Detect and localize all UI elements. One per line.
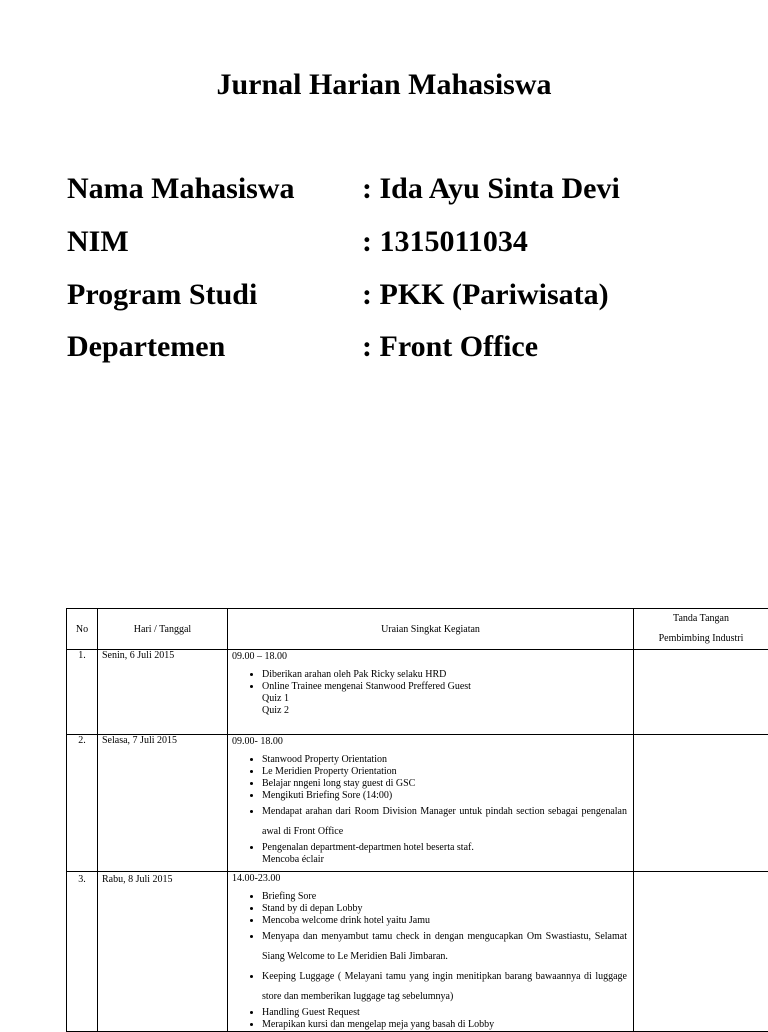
table-header-row (67, 609, 768, 650)
journal-table (66, 608, 768, 1032)
row-no: 1. (67, 650, 98, 735)
activity-list (232, 669, 627, 693)
table-row (67, 872, 768, 1032)
list-item: • Briefing Sore (262, 891, 627, 903)
table-row (67, 650, 768, 735)
list-item: • Le Meridien Property Orientation (262, 766, 627, 778)
signature-cell (634, 735, 768, 872)
header-signature-line2: Pembimbing Industri (659, 633, 744, 644)
info-value: : Front Office (362, 330, 538, 364)
list-item: • Keeping Luggage ( Melayani tamu yang ingin menitipkan barang bawaannya di luggage store dan memberikan luggage tag sebelumnya) (262, 967, 627, 1007)
row-activity (228, 650, 634, 735)
sub-item: Quiz 1 (232, 693, 627, 705)
info-label: Program Studi (67, 278, 257, 312)
header-activity: Uraian Singkat Kegiatan (228, 609, 634, 650)
sub-item: Mencoba éclair (232, 854, 627, 866)
header-no: No (67, 609, 98, 650)
info-value: : PKK (Pariwisata) (362, 278, 609, 312)
header-signature-line1: Tanda Tangan (673, 613, 729, 624)
row-day: Selasa, 7 Juli 2015 (98, 735, 228, 872)
header-day: Hari / Tanggal (98, 609, 228, 650)
sub-item: Quiz 2 (232, 705, 627, 717)
list-item: • Mengikuti Briefing Sore (14:00) (262, 790, 627, 802)
row-activity (228, 735, 634, 872)
info-label: Nama Mahasiswa (67, 172, 295, 206)
list-item: • Belajar nngeni long stay guest di GSC (262, 778, 627, 790)
row-time: 09.00- 18.00 (232, 736, 627, 748)
signature-cell (634, 872, 768, 1032)
list-item: • Online Trainee mengenai Stanwood Preffered Guest (262, 681, 627, 693)
activity-list (232, 754, 627, 854)
row-activity (228, 872, 634, 1032)
document-title: Jurnal Harian Mahasiswa (0, 68, 768, 102)
row-no: 3. (67, 872, 98, 1032)
signature-cell (634, 650, 768, 735)
row-time: 14.00-23.00 (232, 873, 627, 885)
row-day: Senin, 6 Juli 2015 (98, 650, 228, 735)
list-item: • Menyapa dan menyambut tamu check in dengan mengucapkan Om Swastiastu, Selamat Siang Welcome to Le Meridien Bali Jimbaran. (262, 927, 627, 967)
info-label: Departemen (67, 330, 225, 364)
activity-list (232, 891, 627, 1031)
list-item: • Mendapat arahan dari Room Division Manager untuk pindah section sebagai pengenalan awal di Front Office (262, 802, 627, 842)
row-time: 09.00 – 18.00 (232, 651, 627, 663)
list-item: • Stand by di depan Lobby (262, 903, 627, 915)
info-label: NIM (67, 225, 129, 259)
row-day: Rabu, 8 Juli 2015 (98, 872, 228, 1032)
list-item: • Mencoba welcome drink hotel yaitu Jamu (262, 915, 627, 927)
list-item: • Diberikan arahan oleh Pak Ricky selaku HRD (262, 669, 627, 681)
table-row (67, 735, 768, 872)
list-item: • Merapikan kursi dan mengelap meja yang basah di Lobby (262, 1019, 627, 1031)
list-item: • Stanwood Property Orientation (262, 754, 627, 766)
info-value: : 1315011034 (362, 225, 528, 259)
header-signature (634, 609, 768, 650)
list-item: • Handling Guest Request (262, 1007, 627, 1019)
list-item: • Pengenalan department-departmen hotel beserta staf. (262, 842, 627, 854)
row-no: 2. (67, 735, 98, 872)
info-value: : Ida Ayu Sinta Devi (362, 172, 620, 206)
